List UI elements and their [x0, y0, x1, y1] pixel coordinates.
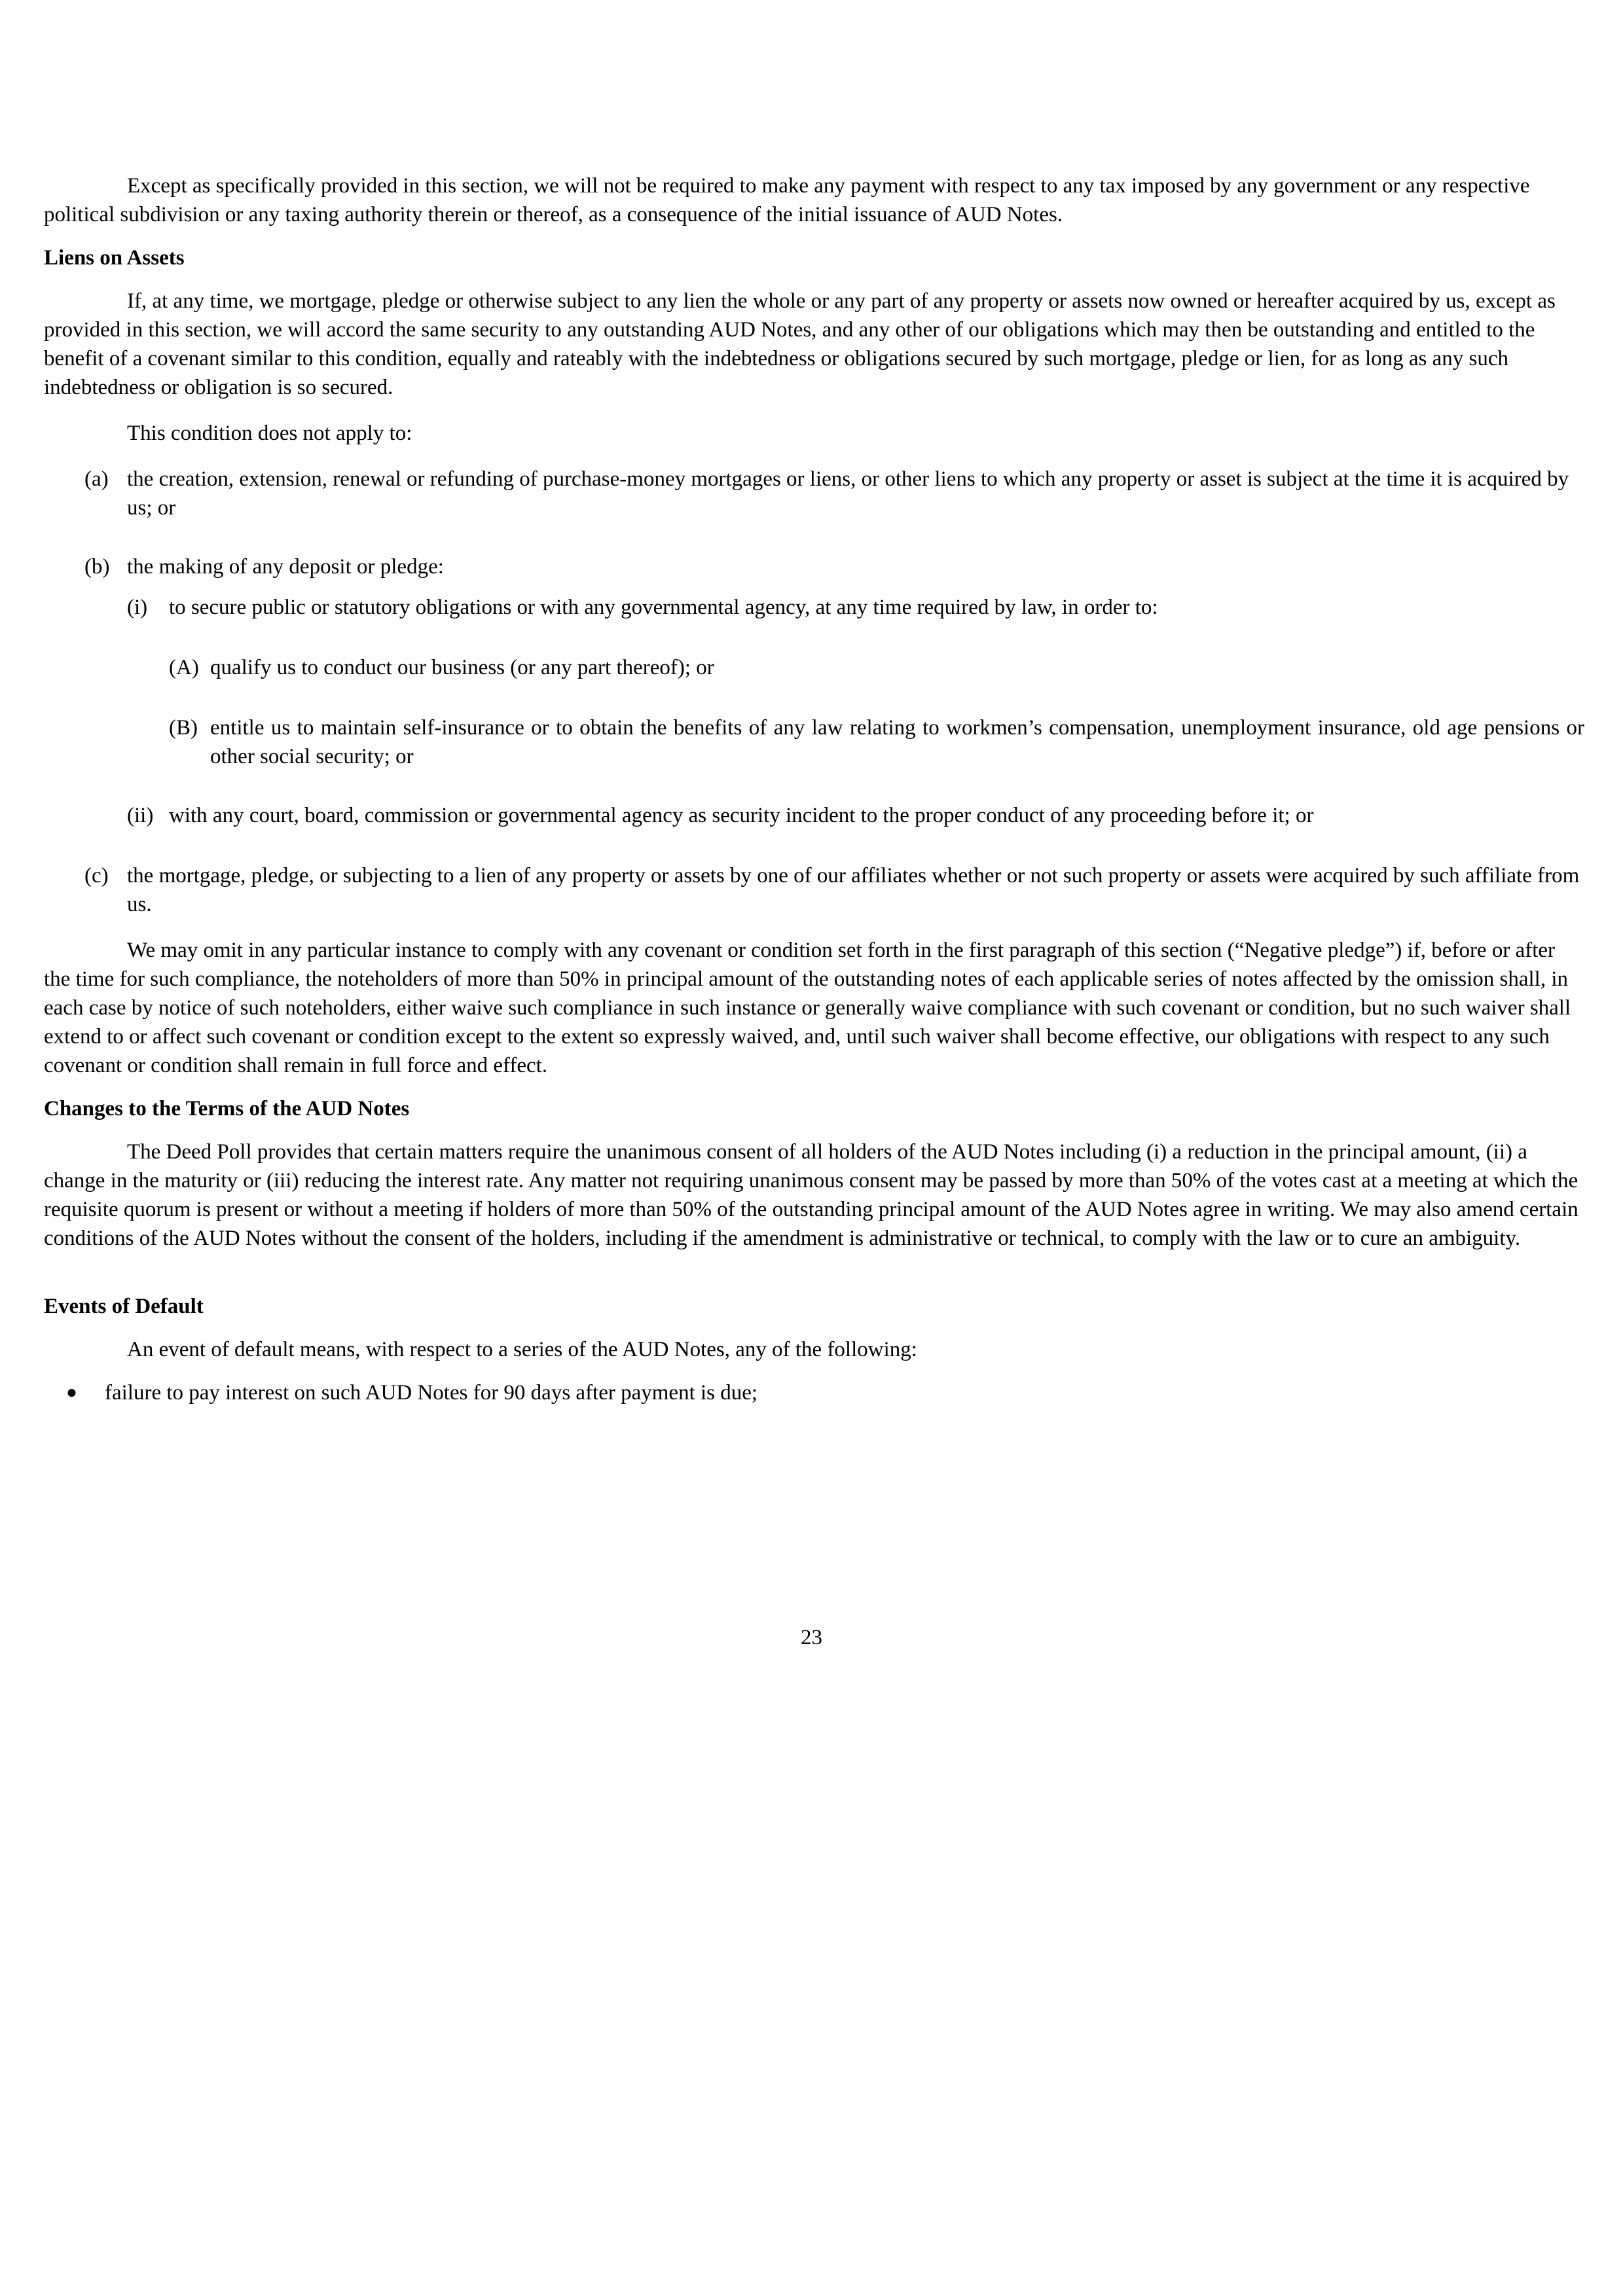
list-item-text: to secure public or statutory obligations or with any governmental agency, at any time required by law, in order to:	[169, 596, 1158, 619]
list-item-text: the creation, extension, renewal or refunding of purchase-money mortgages or liens, or other liens to which any property or asset is subject at the time it is acquired by us; or	[127, 467, 1569, 520]
list-marker: (ii)	[127, 804, 154, 827]
bullet-item	[44, 1378, 1584, 1407]
events-heading: Events of Default	[44, 1295, 204, 1318]
tax-paragraph: Except as specifically provided in this section, we will not be required to make any payment with respect to any tax imposed by any government or any respective political subdivision or any taxing authority therein or thereof, as a consequence of the initial issuance of AUD Notes.	[44, 174, 1530, 226]
not-apply-paragraph: This condition does not apply to:	[127, 422, 412, 445]
omit-compliance-paragraph: We may omit in any particular instance to comply with any covenant or condition set forth in the first paragraph of this section (“Negative pledge”) if, before or after the time for such compliance, the noteholders of more than 50% in principal amount of the outstanding notes of each applicable series of notes affected by the omission shall, in each case by notice of such noteholders, either waive such compliance in such instance or generally waive compliance with such covenant or condition, but no such waiver shall extend to or affect such covenant or condition except to the extent so expressly waived, and, until such waiver shall become effective, our obligations with respect to any such covenant or condition shall remain in full force and effect.	[44, 939, 1571, 1077]
bullet-text: failure to pay interest on such AUD Notes for 90 days after payment is due;	[105, 1381, 758, 1405]
list-marker: (a)	[84, 467, 109, 491]
list-marker: (A)	[169, 656, 199, 679]
liens-paragraph: If, at any time, we mortgage, pledge or otherwise subject to any lien the whole or any part of any property or assets now owned or hereafter acquired by us, except as provided in this section, we will accord the same security to any outstanding AUD Notes, and any other of our obligations which may then be outstanding and entitled to the benefit of a covenant similar to this condition, equally and rateably with the indebtedness or obligations secured by such mortgage, pledge or lien, for as long as any such indebtedness or obligation is so secured.	[44, 289, 1556, 399]
list-item-text: the mortgage, pledge, or subjecting to a lien of any property or assets by one of our affiliates whether or not such property or assets were acquired by such affiliate from us.	[127, 864, 1580, 916]
list-item-b-ii	[44, 801, 1584, 830]
list-item-b-i-b	[44, 713, 1584, 771]
list-marker: (i)	[127, 596, 148, 619]
list-item-b-i	[44, 593, 1584, 622]
page-number: 23	[801, 1626, 822, 1649]
list-item-b-i-a	[44, 653, 1584, 682]
list-item-c	[44, 861, 1584, 919]
bullet-icon: ●	[66, 1382, 77, 1403]
document-page	[44, 171, 1584, 1407]
list-marker: (c)	[84, 864, 109, 888]
deed-poll-paragraph: The Deed Poll provides that certain matters require the unanimous consent of all holders of the AUD Notes including (i) a reduction in the principal amount, (ii) a change in the maturity or (iii) reducing the interest rate. Any matter not requiring unanimous consent may be passed by more than 50% of the votes cast at a meeting at which the requisite quorum is present or without a meeting if holders of more than 50% of the outstanding principal amount of the AUD Notes agree in writing. We may also amend certain conditions of the AUD Notes without the consent of the holders, including if the amendment is administrative or technical, to comply with the law or to cure an ambiguity.	[44, 1140, 1578, 1250]
list-item-text: entitle us to maintain self-insurance or to obtain the benefits of any law relating to workmen’s compensation, unemployment insurance, old age pensions or other social security; or	[210, 716, 1584, 768]
list-item-text: with any court, board, commission or governmental agency as security incident to the proper conduct of any proceeding before it; or	[169, 804, 1314, 827]
list-item-text: qualify us to conduct our business (or any part thereof); or	[210, 656, 714, 679]
list-item-a	[44, 465, 1584, 522]
event-intro-paragraph: An event of default means, with respect to a series of the AUD Notes, any of the following:	[127, 1338, 917, 1361]
list-item-b	[44, 552, 1584, 581]
list-item-text: the making of any deposit or pledge:	[127, 555, 444, 579]
changes-heading: Changes to the Terms of the AUD Notes	[44, 1097, 410, 1121]
list-marker: (B)	[169, 716, 198, 740]
list-marker: (b)	[84, 555, 110, 579]
liens-heading: Liens on Assets	[44, 246, 185, 270]
